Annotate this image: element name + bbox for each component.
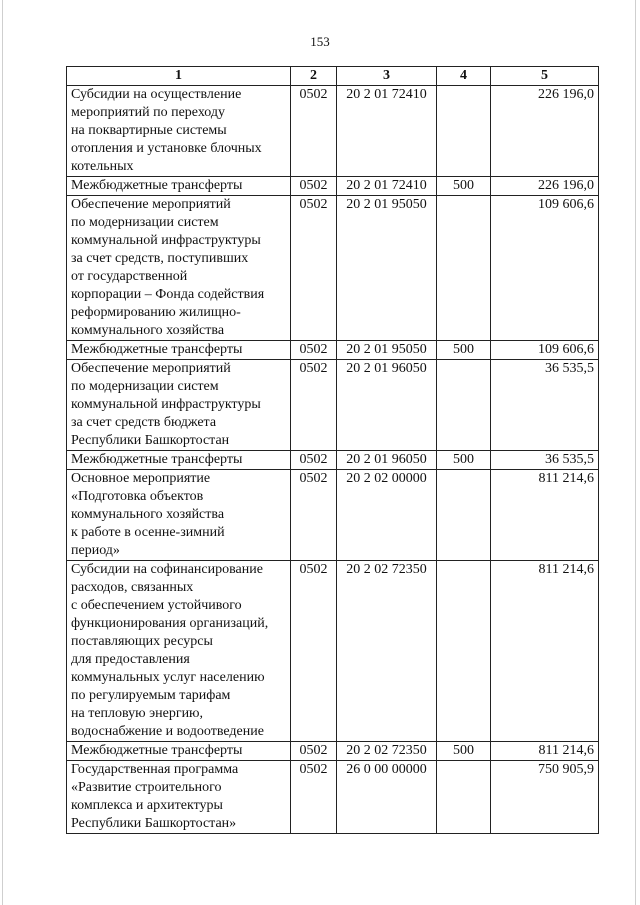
- cell-name: Межбюджетные трансферты: [67, 742, 291, 761]
- table-row: [67, 761, 599, 834]
- header-col-1: 1: [67, 67, 291, 86]
- cell-section: 0502: [291, 561, 337, 742]
- cell-amount: 226 196,0: [491, 177, 599, 196]
- scan-edge-left: [2, 0, 3, 905]
- cell-amount: 109 606,6: [491, 196, 599, 341]
- cell-section: 0502: [291, 742, 337, 761]
- header-row: [67, 67, 599, 86]
- table-row: [67, 341, 599, 360]
- cell-amount: 109 606,6: [491, 341, 599, 360]
- table-row: [67, 561, 599, 742]
- cell-target-code: 20 2 01 96050: [337, 451, 437, 470]
- cell-section: 0502: [291, 360, 337, 451]
- cell-name: Межбюджетные трансферты: [67, 451, 291, 470]
- table-body: [67, 86, 599, 834]
- cell-name: Обеспечение мероприятий по модернизации систем коммунальной инфраструктуры за счет средств, поступивших от государственной корпорации – Фонда содействия реформированию жилищно- коммунального хозяйства: [67, 196, 291, 341]
- cell-target-code: 26 0 00 00000: [337, 761, 437, 834]
- cell-amount: 226 196,0: [491, 86, 599, 177]
- cell-expense-type: [437, 196, 491, 341]
- cell-amount: 750 905,9: [491, 761, 599, 834]
- table-row: [67, 196, 599, 341]
- table-row: [67, 742, 599, 761]
- cell-section: 0502: [291, 196, 337, 341]
- cell-amount: 36 535,5: [491, 451, 599, 470]
- table-row: [67, 177, 599, 196]
- table-row: [67, 360, 599, 451]
- cell-expense-type: [437, 360, 491, 451]
- cell-name: Межбюджетные трансферты: [67, 177, 291, 196]
- table-row: [67, 470, 599, 561]
- table-row: [67, 451, 599, 470]
- cell-name: Межбюджетные трансферты: [67, 341, 291, 360]
- cell-expense-type: 500: [437, 341, 491, 360]
- cell-target-code: 20 2 01 95050: [337, 196, 437, 341]
- cell-amount: 811 214,6: [491, 470, 599, 561]
- cell-section: 0502: [291, 86, 337, 177]
- cell-target-code: 20 2 02 00000: [337, 470, 437, 561]
- table-header: [67, 67, 599, 86]
- cell-name: Субсидии на осуществление мероприятий по переходу на поквартирные системы отопления и установке блочных котельных: [67, 86, 291, 177]
- cell-name: Основное мероприятие «Подготовка объектов коммунального хозяйства к работе в осенне-зимний период»: [67, 470, 291, 561]
- header-col-5: 5: [491, 67, 599, 86]
- cell-target-code: 20 2 02 72350: [337, 561, 437, 742]
- cell-amount: 811 214,6: [491, 561, 599, 742]
- table-row: [67, 86, 599, 177]
- header-col-3: 3: [337, 67, 437, 86]
- budget-table: [66, 66, 599, 834]
- scan-edge-right: [635, 0, 636, 905]
- cell-expense-type: 500: [437, 742, 491, 761]
- cell-target-code: 20 2 01 95050: [337, 341, 437, 360]
- cell-section: 0502: [291, 761, 337, 834]
- cell-expense-type: 500: [437, 451, 491, 470]
- cell-expense-type: [437, 470, 491, 561]
- cell-section: 0502: [291, 341, 337, 360]
- cell-target-code: 20 2 01 72410: [337, 86, 437, 177]
- page-number: 153: [310, 34, 330, 49]
- header-col-4: 4: [437, 67, 491, 86]
- cell-section: 0502: [291, 470, 337, 561]
- cell-section: 0502: [291, 451, 337, 470]
- cell-expense-type: [437, 761, 491, 834]
- cell-name: Субсидии на софинансирование расходов, связанных с обеспечением устойчивого функционирования организаций, поставляющих ресурсы для предоставления коммунальных услуг населению по регулируемым тарифам на тепловую энергию, водоснабжение и водоотведение: [67, 561, 291, 742]
- header-col-2: 2: [291, 67, 337, 86]
- cell-section: 0502: [291, 177, 337, 196]
- cell-expense-type: [437, 561, 491, 742]
- cell-expense-type: [437, 86, 491, 177]
- cell-target-code: 20 2 01 72410: [337, 177, 437, 196]
- cell-name: Обеспечение мероприятий по модернизации систем коммунальной инфраструктуры за счет средств бюджета Республики Башкортостан: [67, 360, 291, 451]
- cell-amount: 36 535,5: [491, 360, 599, 451]
- cell-amount: 811 214,6: [491, 742, 599, 761]
- cell-target-code: 20 2 01 96050: [337, 360, 437, 451]
- cell-name: Государственная программа «Развитие строительного комплекса и архитектуры Республики Башкортостан»: [67, 761, 291, 834]
- cell-target-code: 20 2 02 72350: [337, 742, 437, 761]
- cell-expense-type: 500: [437, 177, 491, 196]
